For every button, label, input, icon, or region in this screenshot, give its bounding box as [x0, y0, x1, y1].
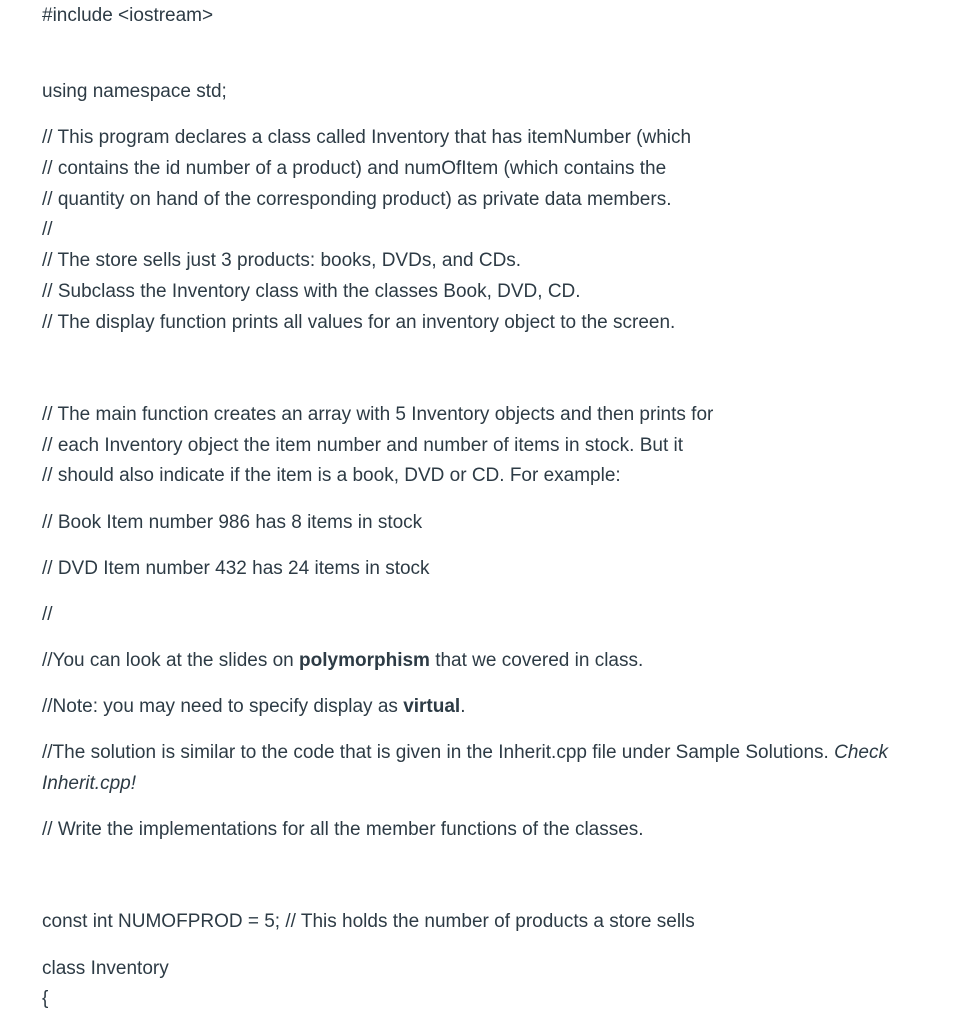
comment-line: // Write the implementations for all the member functions of the classes.: [42, 819, 644, 840]
comment-line: // The main function creates an array with 5 Inventory objects and then prints for: [42, 404, 714, 425]
note-text: //Note: you may need to specify display as: [42, 696, 404, 717]
example-output-line: // Book Item number 986 has 8 items in stock: [42, 512, 423, 533]
comment-line: //: [42, 604, 53, 625]
note-text: //You can look at the slides on: [42, 650, 300, 671]
comment-line: // Subclass the Inventory class with the classes Book, DVD, CD.: [42, 281, 581, 302]
open-brace: {: [42, 988, 49, 1009]
using-namespace-line: using namespace std;: [42, 81, 227, 102]
note-text: .: [460, 696, 466, 717]
comment-line: // should also indicate if the item is a book, DVD or CD. For example:: [42, 465, 621, 486]
note-emphasis: virtual: [403, 696, 461, 717]
class-declaration: class Inventory: [42, 958, 169, 979]
comment-line: // quantity on hand of the corresponding product) as private data members.: [42, 189, 672, 210]
comment-line: // contains the id number of a product) and numOfItem (which contains the: [42, 158, 667, 179]
comment-line: //: [42, 219, 53, 240]
note-text: //The solution is similar to the code that is given in the Inherit.cpp file under Sample Solutions.: [42, 742, 835, 763]
solution-note: [42, 741, 888, 765]
polymorphism-note: [42, 649, 643, 673]
comment-line: // This program declares a class called Inventory that has itemNumber (which: [42, 127, 692, 148]
comment-line: // The store sells just 3 products: books, DVDs, and CDs.: [42, 250, 522, 271]
virtual-note: [42, 695, 466, 719]
note-italic: Check: [834, 742, 888, 763]
note-text: that we covered in class.: [429, 650, 644, 671]
note-emphasis: polymorphism: [299, 650, 430, 671]
comment-line: // each Inventory object the item number and number of items in stock. But it: [42, 435, 684, 456]
comment-line: // The display function prints all values for an inventory object to the screen.: [42, 312, 676, 333]
solution-note-continued: [42, 772, 136, 796]
constant-declaration: const int NUMOFPROD = 5; // This holds the number of products a store sells: [42, 911, 695, 932]
note-italic: Inherit.cpp!: [42, 773, 136, 794]
example-output-line: // DVD Item number 432 has 24 items in stock: [42, 558, 430, 579]
include-directive: #include <iostream>: [42, 5, 214, 26]
